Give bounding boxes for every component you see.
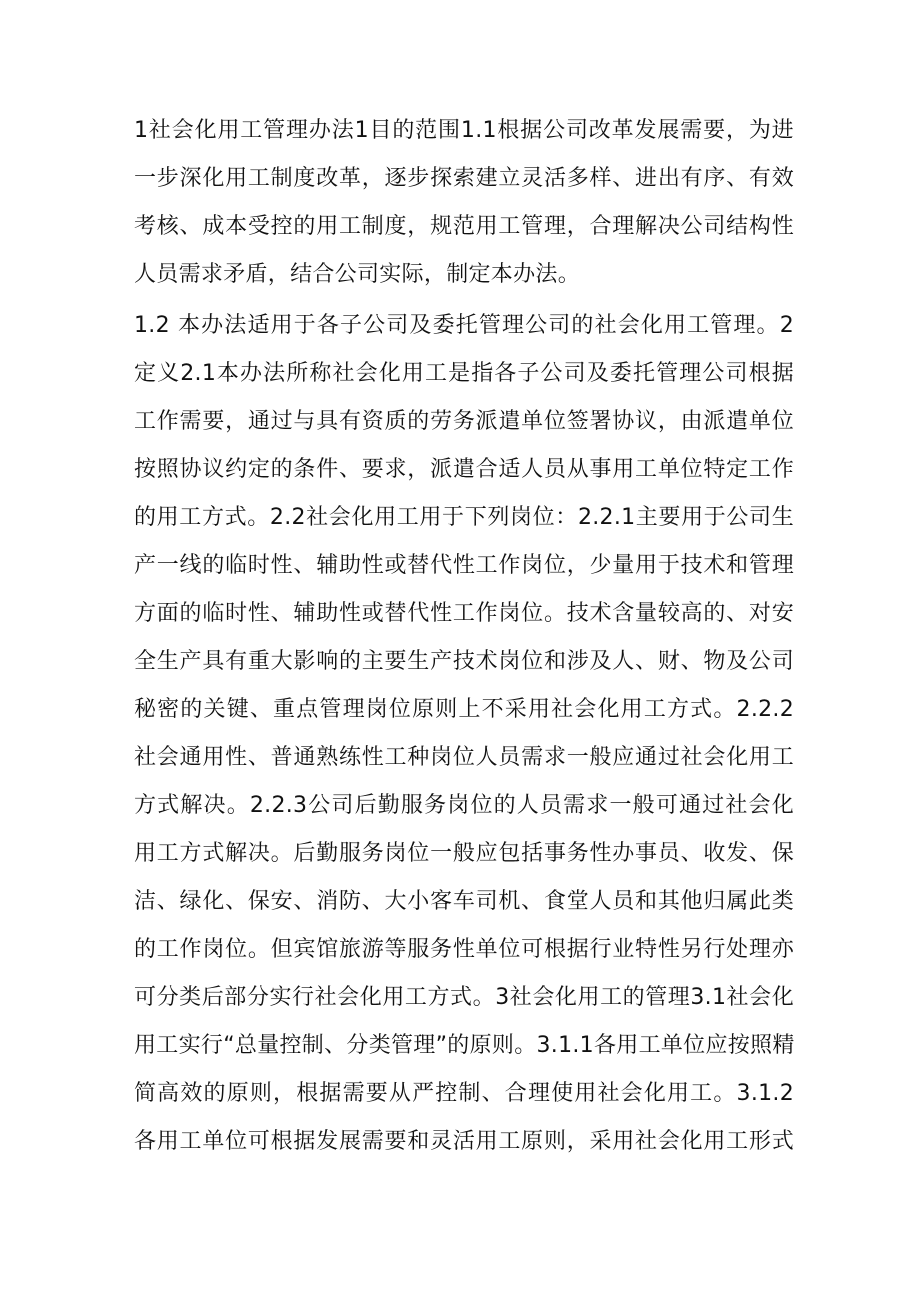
text-line: 社会通用性、普通熟练性工种岗位人员需求一般应通过社会化用工 <box>134 745 794 770</box>
text-line: 工作需要，通过与具有资质的劳务派遣单位签署协议，由派遣单位 <box>134 409 794 434</box>
paragraph-purpose-scope <box>134 107 794 299</box>
text-line: 定义2.1本办法所称社会化用工是指各子公司及委托管理公司根据 <box>134 361 794 386</box>
text-line: 1.2 本办法适用于各子公司及委托管理公司的社会化用工管理。2 <box>134 313 794 338</box>
text-line: 用工实行“总量控制、分类管理”的原则。3.1.1各用工单位应按照精 <box>134 1033 795 1058</box>
text-line: 考核、成本受控的用工制度，规范用工管理，合理解决公司结构性 <box>134 214 794 239</box>
text-line: 方面的临时性、辅助性或替代性工作岗位。技术含量较高的、对安 <box>134 601 794 626</box>
text-line: 用工方式解决。后勤服务岗位一般应包括事务性办事员、收发、保 <box>134 841 794 866</box>
text-line: 人员需求矛盾，结合公司实际，制定本办法。 <box>134 262 581 287</box>
text-line: 1社会化用工管理办法1目的范围1.1根据公司改革发展需要，为进 <box>134 118 794 143</box>
text-line: 简高效的原则，根据需要从严控制、合理使用社会化用工。3.1.2 <box>134 1081 794 1106</box>
text-line: 可分类后部分实行社会化用工方式。3社会化用工的管理3.1社会化 <box>134 985 794 1010</box>
text-line: 方式解决。2.2.3公司后勤服务岗位的人员需求一般可通过社会化 <box>134 793 794 818</box>
text-line: 的用工方式。2.2社会化用工用于下列岗位：2.2.1主要用于公司生 <box>134 505 794 530</box>
text-line: 全生产具有重大影响的主要生产技术岗位和涉及人、财、物及公司 <box>134 649 794 674</box>
text-line: 各用工单位可根据发展需要和灵活用工原则，采用社会化用工形式 <box>134 1129 794 1154</box>
text-line: 产一线的临时性、辅助性或替代性工作岗位，少量用于技术和管理 <box>134 553 794 578</box>
paragraph-scope-definitions <box>134 302 794 1166</box>
text-line: 一步深化用工制度改革，逐步探索建立灵活多样、进出有序、有效 <box>134 166 794 191</box>
text-line: 洁、绿化、保安、消防、大小客车司机、食堂人员和其他归属此类 <box>134 889 794 914</box>
text-line: 秘密的关键、重点管理岗位原则上不采用社会化用工方式。2.2.2 <box>134 697 794 722</box>
text-line: 按照协议约定的条件、要求，派遣合适人员从事用工单位特定工作 <box>134 457 794 482</box>
text-line: 的工作岗位。但宾馆旅游等服务性单位可根据行业特性另行处理亦 <box>134 937 794 962</box>
